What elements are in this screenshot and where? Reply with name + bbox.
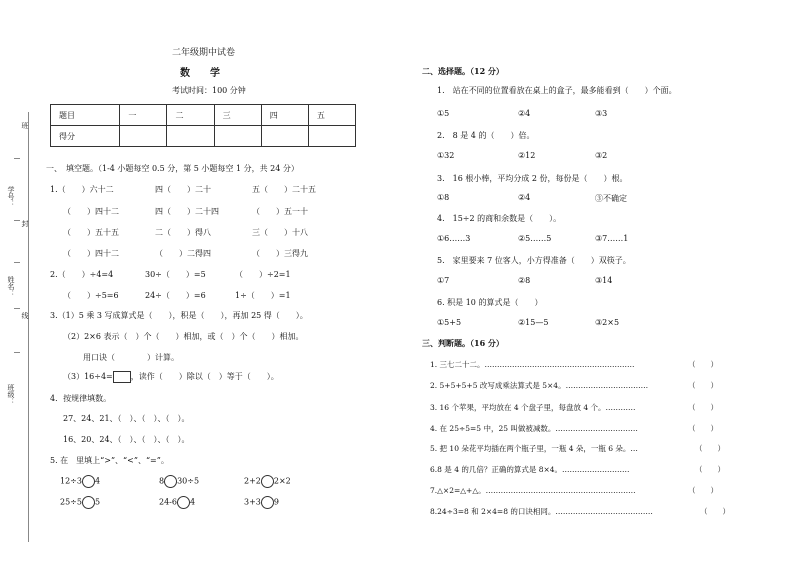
choice-question-5: 5. 家里要来 7 位客人，小方得准备（ ）双筷子。	[437, 256, 631, 265]
q2-line-1-a: 2.（ ）÷4=4	[50, 270, 114, 279]
q1-line-4-b: （ ）二得四	[155, 249, 211, 258]
compare-right: 5	[94, 497, 101, 507]
q1-line-3-c: 三（ ）十八	[252, 228, 308, 237]
margin-label-number: 学号：	[7, 186, 15, 207]
choice-option[interactable]: ③不确定	[595, 194, 627, 203]
compare-right: 9	[273, 497, 279, 507]
q5-title: 5. 在 里填上“>”、“<”、“=”。	[50, 456, 169, 465]
q1-line-1-c: 五（ ）二十五	[252, 185, 316, 194]
compare-right: 4	[189, 497, 196, 507]
compare-circle[interactable]	[82, 475, 95, 488]
choice-option[interactable]: ①5	[437, 109, 450, 118]
table-cell: 题目	[51, 105, 120, 126]
q1-line-2-a: （ ）四十二	[63, 207, 119, 216]
choice-option[interactable]: ③2	[595, 151, 608, 160]
compare-item	[244, 475, 291, 488]
compare-left: 12÷3	[60, 476, 82, 486]
table-cell: 一	[120, 105, 167, 126]
q2-line-1-b: 30÷（ ）=5	[145, 270, 206, 279]
choice-option[interactable]: ②12	[518, 151, 536, 160]
binding-line	[28, 112, 29, 542]
compare-item	[159, 496, 195, 509]
q2-line-2-a: （ ）÷5=6	[63, 291, 119, 300]
section3-title: 三、判断题。（16 分）	[422, 338, 504, 348]
table-cell[interactable]	[120, 126, 167, 147]
q1-line-2-c: （ ）五一十	[252, 207, 308, 216]
margin-label-name: 姓名：	[7, 276, 15, 297]
binding-tick	[14, 158, 20, 159]
margin-label-class: 班	[21, 122, 29, 129]
judge-answer[interactable]: （ ）	[700, 507, 730, 516]
choice-option[interactable]: ②15—5	[518, 318, 549, 327]
table-cell: 五	[308, 105, 355, 126]
binding-tick	[14, 308, 20, 309]
choice-option[interactable]: ②5……5	[518, 234, 552, 243]
q1-line-1-b: 四（ ）二十	[155, 185, 211, 194]
q2-line-1-c: （ ）÷2=1	[235, 270, 291, 279]
judge-item-2: 2. 5+5+5+5 改写成乘法算式是 5×4。……………………………	[430, 381, 649, 390]
judge-answer[interactable]: （ ）	[695, 465, 725, 474]
compare-left: 24-6	[159, 497, 177, 507]
answer-box[interactable]	[113, 371, 131, 383]
margin-label-line: 线	[21, 312, 29, 319]
q2-line-2-b: 24÷（ ）=6	[145, 291, 206, 300]
compare-item	[244, 496, 279, 509]
table-cell[interactable]	[214, 126, 261, 147]
choice-option[interactable]: ③14	[595, 276, 613, 285]
choice-question-2: 2. 8 是 4 的（ ）倍。	[437, 131, 535, 140]
compare-circle[interactable]	[82, 496, 95, 509]
q3-part-3	[63, 371, 279, 383]
judge-answer[interactable]: （ ）	[688, 381, 718, 390]
choice-option[interactable]: ②4	[518, 193, 531, 202]
compare-right: 2×2	[273, 476, 291, 486]
q1-line-3-b: 二（ ）得八	[155, 228, 211, 237]
judge-answer[interactable]: （ ）	[695, 444, 725, 453]
choice-option[interactable]: ①8	[437, 193, 450, 202]
exam-time: 考试时间：100 分钟	[172, 86, 246, 95]
compare-left: 3+3	[244, 497, 261, 507]
q1-line-4-c: （ ）三得九	[252, 249, 308, 258]
q1-line-4-a: （ ）四十二	[63, 249, 119, 258]
q4-line-1: 27、24、21、（ ）、（ ）、（ ）。	[63, 414, 190, 423]
judge-item-7: 7.△×2=△+△。……………………………………………………	[430, 486, 636, 495]
choice-option[interactable]: ③7……1	[595, 234, 629, 243]
compare-right: 4	[94, 476, 101, 486]
table-cell: 四	[261, 105, 308, 126]
table-row	[51, 126, 356, 147]
choice-option[interactable]: ③2×5	[595, 318, 620, 327]
judge-item-1: 1. 三七二十二。……………………………………………………	[430, 360, 635, 369]
choice-question-4: 4. 15÷2 的商和余数是（ ）。	[437, 214, 562, 223]
choice-question-6: 6. 积是 10 的算式是（ ）	[437, 298, 543, 307]
table-cell: 二	[167, 105, 214, 126]
compare-item	[159, 475, 199, 488]
q3-line-2: （2）2×6 表示（ ）个（ ）相加，或（ ）个（ ）相加。	[63, 332, 304, 341]
table-row	[51, 105, 356, 126]
choice-option[interactable]: ③3	[595, 109, 608, 118]
q3-line-1: 3.（1）5 乘 3 写成算式是（ ），积是（ ），再加 25 得（ ）。	[50, 311, 308, 320]
compare-left: 2+2	[244, 476, 261, 486]
compare-item	[60, 496, 100, 509]
choice-option[interactable]: ①5+5	[437, 318, 462, 327]
compare-circle[interactable]	[177, 496, 190, 509]
q2-line-2-c: 1÷（ ）=1	[235, 291, 291, 300]
compare-circle[interactable]	[261, 496, 274, 509]
q3-3-prefix: （3）16÷4=	[63, 372, 113, 381]
choice-option[interactable]: ①6……3	[437, 234, 471, 243]
choice-question-3: 3. 16 根小棒，平均分成 2 份，每份是（ ）根。	[437, 174, 628, 183]
section1-title: 一、 填空题。（1-4 小题每空 0.5 分，第 5 小题每空 1 分，共 24 分）	[46, 164, 299, 173]
judge-item-3: 3. 16 个苹果，平均放在 4 个盘子里，每盘放 4 个。…………	[430, 403, 636, 412]
binding-tick	[14, 262, 20, 263]
q1-line-2-b: 四（ ）二十四	[155, 207, 219, 216]
q1-line-1-a: 1.（ ）六十二	[50, 185, 114, 194]
q4-line-2: 16、20、24、（ ）、（ ）、（ ）。	[63, 435, 190, 444]
margin-label-seal: 封	[21, 220, 29, 227]
q3-3-suffix: ，读作（ ）除以（ ）等于（ ）。	[130, 372, 279, 381]
compare-circle[interactable]	[164, 475, 177, 488]
judge-item-5: 5. 把 10 朵花平均插在两个瓶子里，一瓶 4 朵，一瓶 6 朵。…	[430, 444, 638, 453]
q4-title: 4．按规律填数。	[50, 394, 112, 403]
exam-title: 二年级期中试卷	[172, 48, 236, 58]
judge-answer[interactable]: （ ）	[688, 403, 718, 412]
choice-option[interactable]: ①32	[437, 151, 455, 160]
score-table	[50, 104, 356, 147]
choice-option[interactable]: ②8	[518, 276, 531, 285]
judge-item-4: 4. 在 25÷5=5 中，25 叫做被减数。……………………………	[430, 424, 638, 433]
compare-left: 8	[159, 476, 165, 486]
judge-answer[interactable]: （ ）	[688, 486, 718, 495]
choice-option[interactable]: ①7	[437, 276, 450, 285]
q3-line-3: 用口诀（ ）计算。	[83, 353, 179, 362]
compare-left: 25÷5	[60, 497, 82, 507]
binding-tick	[14, 352, 20, 353]
subject-title: 数 学	[180, 68, 220, 79]
judge-answer[interactable]: （ ）	[688, 424, 718, 433]
compare-circle[interactable]	[261, 475, 274, 488]
table-cell: 三	[214, 105, 261, 126]
choice-question-1: 1. 站在不同的位置看放在桌上的盒子，最多能看到（ ）个面。	[437, 86, 677, 95]
judge-answer[interactable]: （ ）	[688, 360, 718, 369]
choice-option[interactable]: ②4	[518, 109, 531, 118]
table-cell: 得分	[51, 126, 120, 147]
margin-label-grade: 班级：	[7, 384, 15, 405]
compare-item	[60, 475, 100, 488]
table-cell[interactable]	[167, 126, 214, 147]
section2-title: 二、选择题。（12 分）	[422, 66, 504, 76]
judge-item-6: 6.8 是 4 的几倍？正确的算式是 8×4。………………………	[430, 465, 630, 474]
table-cell[interactable]	[308, 126, 355, 147]
q1-line-3-a: （ ）五十五	[63, 228, 119, 237]
judge-item-8: 8.24÷3=8 和 2×4=8 的口诀相同。…………………………………	[430, 507, 653, 516]
table-cell[interactable]	[261, 126, 308, 147]
compare-right: 30÷5	[177, 476, 200, 486]
